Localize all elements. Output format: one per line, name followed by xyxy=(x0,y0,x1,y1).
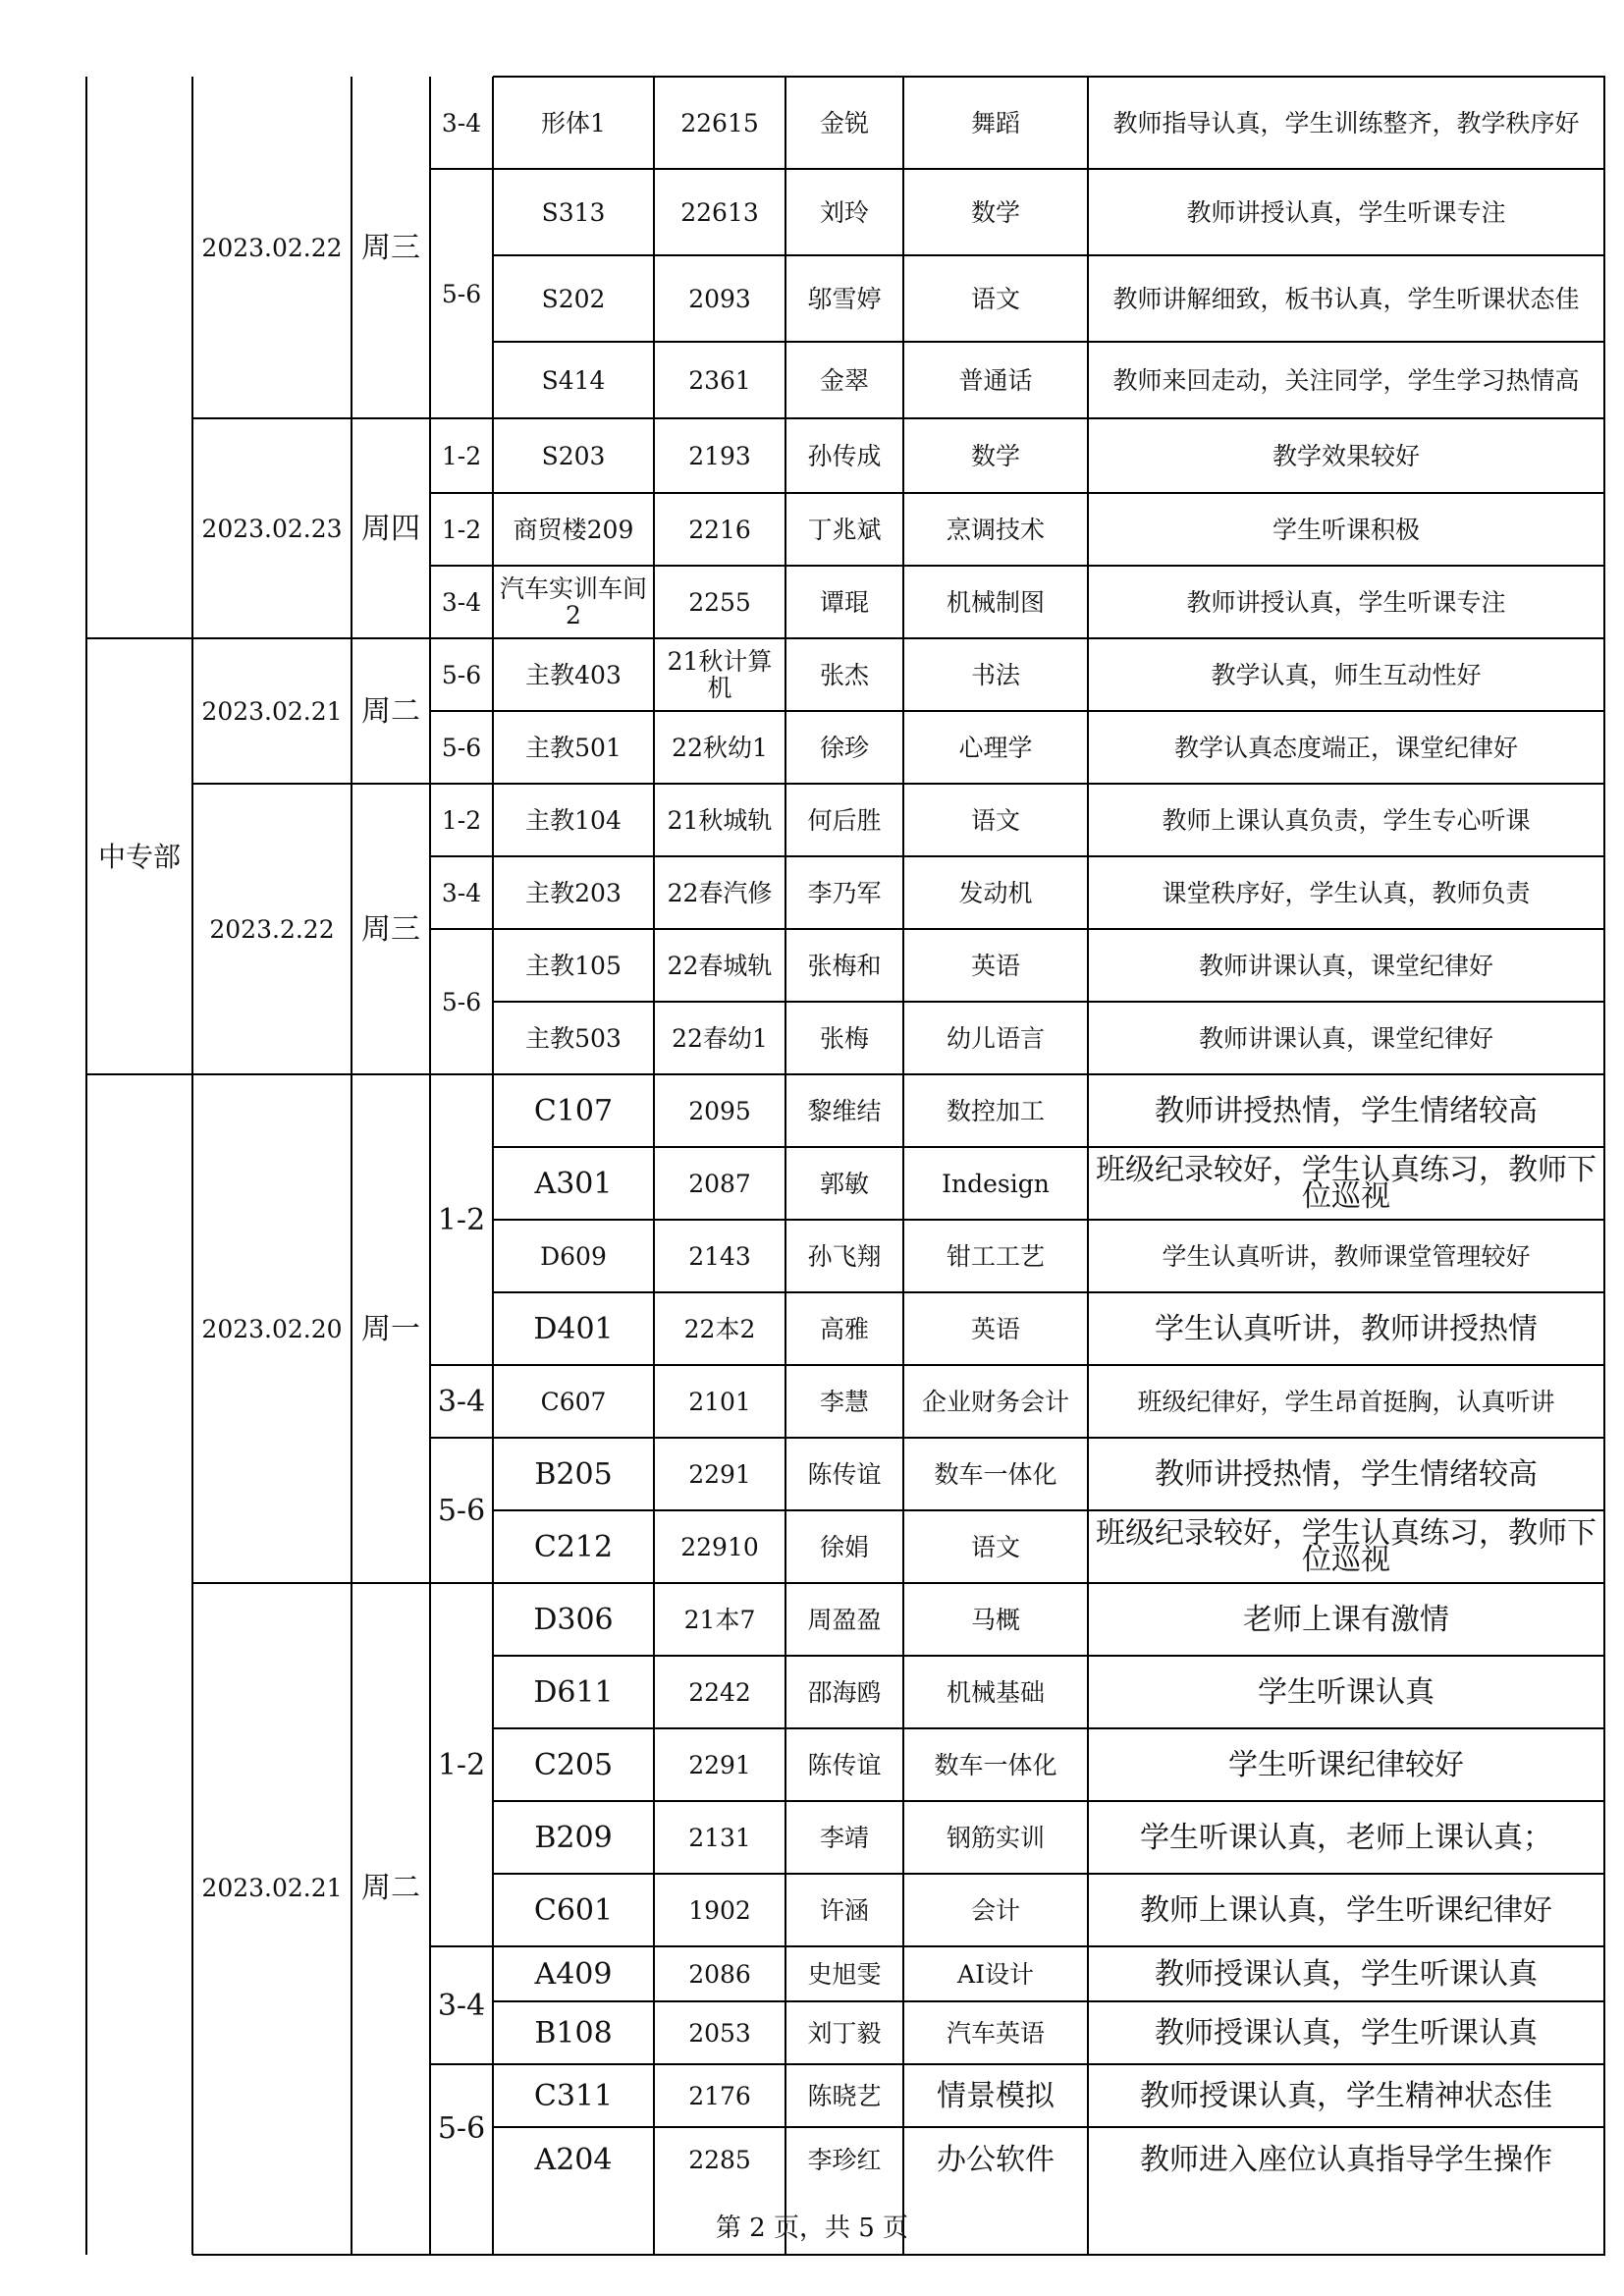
teacher-cell: 徐娟 xyxy=(819,1532,869,1561)
course-cell: 数学 xyxy=(970,197,1020,227)
teacher-cell: 张梅和 xyxy=(807,951,882,980)
class-cell: 21秋计算机 xyxy=(667,647,773,702)
room-cell: A204 xyxy=(534,2142,613,2177)
course-cell: 会计 xyxy=(970,1895,1020,1925)
period-cell: 1-2 xyxy=(437,1202,486,1237)
class-cell: 2216 xyxy=(688,515,751,544)
comment-cell: 教师讲授认真，学生听课专注 xyxy=(1186,587,1506,617)
class-cell: 2255 xyxy=(688,587,751,617)
top-border xyxy=(493,76,1605,78)
teacher-cell: 何后胜 xyxy=(807,805,882,835)
teacher-cell: 张梅 xyxy=(819,1023,869,1053)
date-cell: 2023.02.21 xyxy=(201,1873,343,1902)
room-cell: C212 xyxy=(533,1529,614,1564)
room-cell: D306 xyxy=(533,1602,614,1637)
course-cell: 心理学 xyxy=(958,733,1033,762)
period-cell: 3-4 xyxy=(437,1384,486,1419)
course-cell: 钳工工艺 xyxy=(946,1241,1045,1271)
comment-cell: 教师讲授热情，学生情绪较高 xyxy=(1155,1093,1538,1128)
course-cell: 数车一体化 xyxy=(934,1750,1057,1779)
room-cell: C107 xyxy=(533,1093,614,1128)
course-cell: 舞蹈 xyxy=(970,108,1020,137)
comment-cell: 教师讲解细致，板书认真，学生听课状态佳 xyxy=(1112,284,1580,313)
period-divider xyxy=(430,855,1605,857)
teacher-cell: 金翠 xyxy=(819,365,869,395)
course-cell: Indesign xyxy=(942,1169,1050,1198)
comment-cell: 教师来回走动，关注同学，学生学习热情高 xyxy=(1112,365,1580,395)
course-cell: 机械基础 xyxy=(946,1677,1045,1707)
row-divider xyxy=(493,2000,1605,2002)
class-cell: 2053 xyxy=(688,2018,751,2048)
period-divider xyxy=(430,1364,1605,1366)
course-cell: 数学 xyxy=(970,441,1020,470)
day-divider xyxy=(192,417,1605,419)
weekday-cell: 周二 xyxy=(361,1870,420,1905)
period-divider xyxy=(430,928,1605,930)
teacher-cell: 谭琨 xyxy=(819,587,869,617)
teacher-cell: 高雅 xyxy=(819,1314,869,1343)
comment-cell: 教师上课认真，学生听课纪律好 xyxy=(1140,1892,1552,1928)
room-cell: A409 xyxy=(534,1956,613,1992)
weekday-cell: 周三 xyxy=(361,911,420,947)
course-cell: 语文 xyxy=(970,1532,1020,1561)
class-cell: 2361 xyxy=(688,365,751,395)
column-border xyxy=(785,77,786,2255)
course-cell: 发动机 xyxy=(958,878,1033,907)
course-cell: 数控加工 xyxy=(946,1096,1045,1125)
comment-cell: 班级纪律好，学生昂首挺胸，认真听讲 xyxy=(1137,1387,1555,1416)
period-cell: 5-6 xyxy=(437,2110,486,2146)
class-cell: 2176 xyxy=(688,2081,751,2110)
teacher-cell: 周盈盈 xyxy=(807,1605,882,1634)
period-cell: 5-6 xyxy=(441,987,482,1016)
comment-cell: 学生听课纪律较好 xyxy=(1228,1747,1464,1782)
column-border xyxy=(653,77,655,2255)
row-divider xyxy=(493,1219,1605,1221)
comment-cell: 课堂秩序好，学生认真，教师负责 xyxy=(1162,878,1531,907)
date-cell: 2023.2.22 xyxy=(209,914,335,944)
comment-cell: 教师授课认真，学生听课认真 xyxy=(1155,2015,1538,2050)
period-divider xyxy=(430,492,1605,494)
course-cell: 英语 xyxy=(970,951,1020,980)
course-cell: 语文 xyxy=(970,284,1020,313)
class-cell: 22秋幼1 xyxy=(672,733,768,762)
date-cell: 2023.02.22 xyxy=(201,233,343,262)
column-border xyxy=(191,77,193,2255)
period-divider xyxy=(430,710,1605,712)
period-cell: 3-4 xyxy=(441,108,482,137)
row-divider xyxy=(493,1727,1605,1729)
teacher-cell: 李乃军 xyxy=(807,878,882,907)
teacher-cell: 邵海鸥 xyxy=(807,1677,882,1707)
teacher-cell: 丁兆斌 xyxy=(807,515,882,544)
room-cell: B108 xyxy=(534,2015,613,2050)
teacher-cell: 陈晓艺 xyxy=(807,2081,882,2110)
teacher-cell: 徐珍 xyxy=(819,733,869,762)
teacher-cell: 邬雪婷 xyxy=(807,284,882,313)
class-cell: 2285 xyxy=(688,2145,751,2174)
weekday-cell: 周一 xyxy=(361,1311,420,1346)
period-divider xyxy=(430,2063,1605,2065)
course-cell: 情景模拟 xyxy=(937,2078,1055,2113)
row-divider xyxy=(493,1509,1605,1511)
comment-cell: 班级纪录较好，学生认真练习，教师下位巡视 xyxy=(1096,1516,1597,1577)
course-cell: 钢筋实训 xyxy=(946,1823,1045,1852)
comment-cell: 教学认真，师生互动性好 xyxy=(1211,660,1482,689)
row-divider xyxy=(493,1655,1605,1657)
comment-cell: 教师授课认真，学生听课认真 xyxy=(1155,1956,1538,1992)
comment-cell: 教师讲授热情，学生情绪较高 xyxy=(1155,1456,1538,1492)
class-cell: 2095 xyxy=(688,1096,751,1125)
room-cell: A301 xyxy=(534,1166,613,1201)
column-border xyxy=(492,77,494,2255)
dept-cell: 中专部 xyxy=(97,840,181,873)
comment-cell: 老师上课有激情 xyxy=(1243,1602,1449,1637)
left-border xyxy=(85,77,87,2255)
teacher-cell: 张杰 xyxy=(819,660,869,689)
date-cell: 2023.02.21 xyxy=(201,696,343,726)
period-cell: 5-6 xyxy=(441,279,482,308)
class-cell: 22910 xyxy=(680,1532,759,1561)
comment-cell: 教师授课认真，学生精神状态佳 xyxy=(1140,2078,1552,2113)
room-cell: D611 xyxy=(533,1674,614,1710)
room-cell: 商贸楼209 xyxy=(513,515,634,544)
row-divider xyxy=(493,1873,1605,1875)
class-cell: 2193 xyxy=(688,441,751,470)
room-cell: 形体1 xyxy=(541,108,606,137)
teacher-cell: 陈传谊 xyxy=(807,1750,882,1779)
room-cell: C601 xyxy=(533,1892,614,1928)
teacher-cell: 刘丁毅 xyxy=(807,2018,882,2048)
room-cell: 主教403 xyxy=(525,660,622,689)
room-cell: S313 xyxy=(541,197,606,227)
period-divider xyxy=(430,1437,1605,1439)
room-cell: C311 xyxy=(533,2078,614,2113)
period-cell: 5-6 xyxy=(441,733,482,762)
bottom-border xyxy=(192,2254,1605,2256)
column-border xyxy=(351,77,352,2255)
course-cell: 语文 xyxy=(970,805,1020,835)
class-cell: 2242 xyxy=(688,1677,751,1707)
course-cell: 企业财务会计 xyxy=(921,1387,1069,1416)
course-cell: 烹调技术 xyxy=(946,515,1045,544)
period-cell: 3-4 xyxy=(441,587,482,617)
course-cell: 马概 xyxy=(970,1605,1020,1634)
class-cell: 21秋城轨 xyxy=(667,805,773,835)
row-divider xyxy=(493,2126,1605,2128)
period-divider xyxy=(430,565,1605,567)
teacher-cell: 李珍红 xyxy=(807,2145,882,2174)
row-divider xyxy=(493,1291,1605,1293)
room-cell: 主教104 xyxy=(525,805,622,835)
row-divider xyxy=(493,1001,1605,1003)
row-divider xyxy=(493,341,1605,343)
course-cell: AI设计 xyxy=(957,1959,1034,1989)
period-divider xyxy=(430,1945,1605,1947)
comment-cell: 班级纪录较好，学生认真练习，教师下位巡视 xyxy=(1096,1153,1597,1214)
room-cell: D401 xyxy=(533,1311,614,1346)
class-cell: 2131 xyxy=(688,1823,751,1852)
row-divider xyxy=(493,1800,1605,1802)
room-cell: 主教503 xyxy=(525,1023,622,1053)
course-cell: 普通话 xyxy=(958,365,1033,395)
teacher-cell: 李靖 xyxy=(819,1823,869,1852)
section-divider xyxy=(86,637,1605,639)
page-footer: 第 2 页，共 5 页 xyxy=(715,2214,909,2243)
column-border xyxy=(429,77,431,2255)
comment-cell: 教师讲授认真，学生听课专注 xyxy=(1186,197,1506,227)
class-cell: 2087 xyxy=(688,1169,751,1198)
class-cell: 22613 xyxy=(680,197,759,227)
period-cell: 5-6 xyxy=(441,660,482,689)
teacher-cell: 郭敏 xyxy=(819,1169,869,1198)
column-border xyxy=(902,77,904,2255)
room-cell: D609 xyxy=(540,1241,607,1271)
class-cell: 22春城轨 xyxy=(667,951,773,980)
class-cell: 22春幼1 xyxy=(672,1023,768,1053)
room-cell: 主教105 xyxy=(525,951,622,980)
period-cell: 1-2 xyxy=(441,805,482,835)
date-cell: 2023.02.23 xyxy=(201,514,343,543)
period-cell: 3-4 xyxy=(437,1988,486,2023)
row-divider xyxy=(493,1146,1605,1148)
comment-cell: 教师指导认真，学生训练整齐，教学秩序好 xyxy=(1112,108,1580,137)
dept-cell xyxy=(86,1074,192,2192)
class-cell: 2093 xyxy=(688,284,751,313)
section-divider xyxy=(86,1073,1605,1075)
weekday-cell: 周三 xyxy=(361,230,420,265)
column-border xyxy=(1603,77,1605,2255)
comment-cell: 教学认真态度端正，课堂纪律好 xyxy=(1173,733,1518,762)
course-cell: 机械制图 xyxy=(946,587,1045,617)
course-cell: 书法 xyxy=(970,660,1020,689)
class-cell: 22615 xyxy=(680,108,759,137)
period-cell: 1-2 xyxy=(437,1747,486,1782)
comment-cell: 学生认真听讲，教师课堂管理较好 xyxy=(1162,1241,1531,1271)
class-cell: 2291 xyxy=(688,1459,751,1489)
room-cell: S202 xyxy=(541,284,606,313)
teacher-cell: 许涵 xyxy=(819,1895,869,1925)
course-cell: 办公软件 xyxy=(937,2142,1055,2177)
row-divider xyxy=(493,254,1605,256)
comment-cell: 学生听课认真，老师上课认真； xyxy=(1140,1820,1552,1855)
weekday-cell: 周二 xyxy=(361,693,420,729)
teacher-cell: 史旭雯 xyxy=(807,1959,882,1989)
day-divider xyxy=(192,783,1605,785)
comment-cell: 教学效果较好 xyxy=(1272,441,1420,470)
comment-cell: 教师讲课认真，课堂纪律好 xyxy=(1198,951,1493,980)
period-cell: 1-2 xyxy=(441,441,482,470)
period-cell: 1-2 xyxy=(441,515,482,544)
comment-cell: 教师上课认真负责，学生专心听课 xyxy=(1162,805,1531,835)
teacher-cell: 孙传成 xyxy=(807,441,882,470)
course-cell: 汽车英语 xyxy=(946,2018,1045,2048)
class-cell: 2101 xyxy=(688,1387,751,1416)
teacher-cell: 陈传谊 xyxy=(807,1459,882,1489)
course-cell: 幼儿语言 xyxy=(946,1023,1045,1053)
course-cell: 数车一体化 xyxy=(934,1459,1057,1489)
class-cell: 2086 xyxy=(688,1959,751,1989)
room-cell: S203 xyxy=(541,441,606,470)
room-cell: B209 xyxy=(534,1820,613,1855)
teacher-cell: 黎维结 xyxy=(807,1096,882,1125)
period-divider xyxy=(430,168,1605,170)
room-cell: B205 xyxy=(534,1456,613,1492)
comment-cell: 学生听课积极 xyxy=(1272,515,1420,544)
period-cell: 5-6 xyxy=(437,1493,486,1528)
class-cell: 22本2 xyxy=(683,1314,756,1343)
comment-cell: 学生听课认真 xyxy=(1258,1674,1435,1710)
teacher-cell: 刘玲 xyxy=(819,197,869,227)
room-cell: 汽车实训车间2 xyxy=(499,574,647,629)
class-cell: 2291 xyxy=(688,1750,751,1779)
teacher-cell: 金锐 xyxy=(819,108,869,137)
day-divider xyxy=(192,1582,1605,1584)
room-cell: 主教501 xyxy=(525,733,622,762)
date-cell: 2023.02.20 xyxy=(201,1314,343,1343)
column-border xyxy=(1087,77,1089,2255)
class-cell: 22春汽修 xyxy=(667,878,773,907)
room-cell: 主教203 xyxy=(525,878,622,907)
room-cell: C205 xyxy=(533,1747,614,1782)
weekday-cell: 周四 xyxy=(361,511,420,546)
class-cell: 2143 xyxy=(688,1241,751,1271)
class-cell: 1902 xyxy=(688,1895,751,1925)
course-cell: 英语 xyxy=(970,1314,1020,1343)
teacher-cell: 孙飞翔 xyxy=(807,1241,882,1271)
room-cell: C607 xyxy=(540,1387,607,1416)
room-cell: S414 xyxy=(541,365,606,395)
comment-cell: 学生认真听讲，教师讲授热情 xyxy=(1155,1311,1538,1346)
comment-cell: 教师进入座位认真指导学生操作 xyxy=(1140,2142,1552,2177)
comment-cell: 教师讲课认真，课堂纪律好 xyxy=(1198,1023,1493,1053)
dept-cell xyxy=(86,77,192,638)
teacher-cell: 李慧 xyxy=(819,1387,869,1416)
class-cell: 21本7 xyxy=(683,1605,756,1634)
period-cell: 3-4 xyxy=(441,878,482,907)
